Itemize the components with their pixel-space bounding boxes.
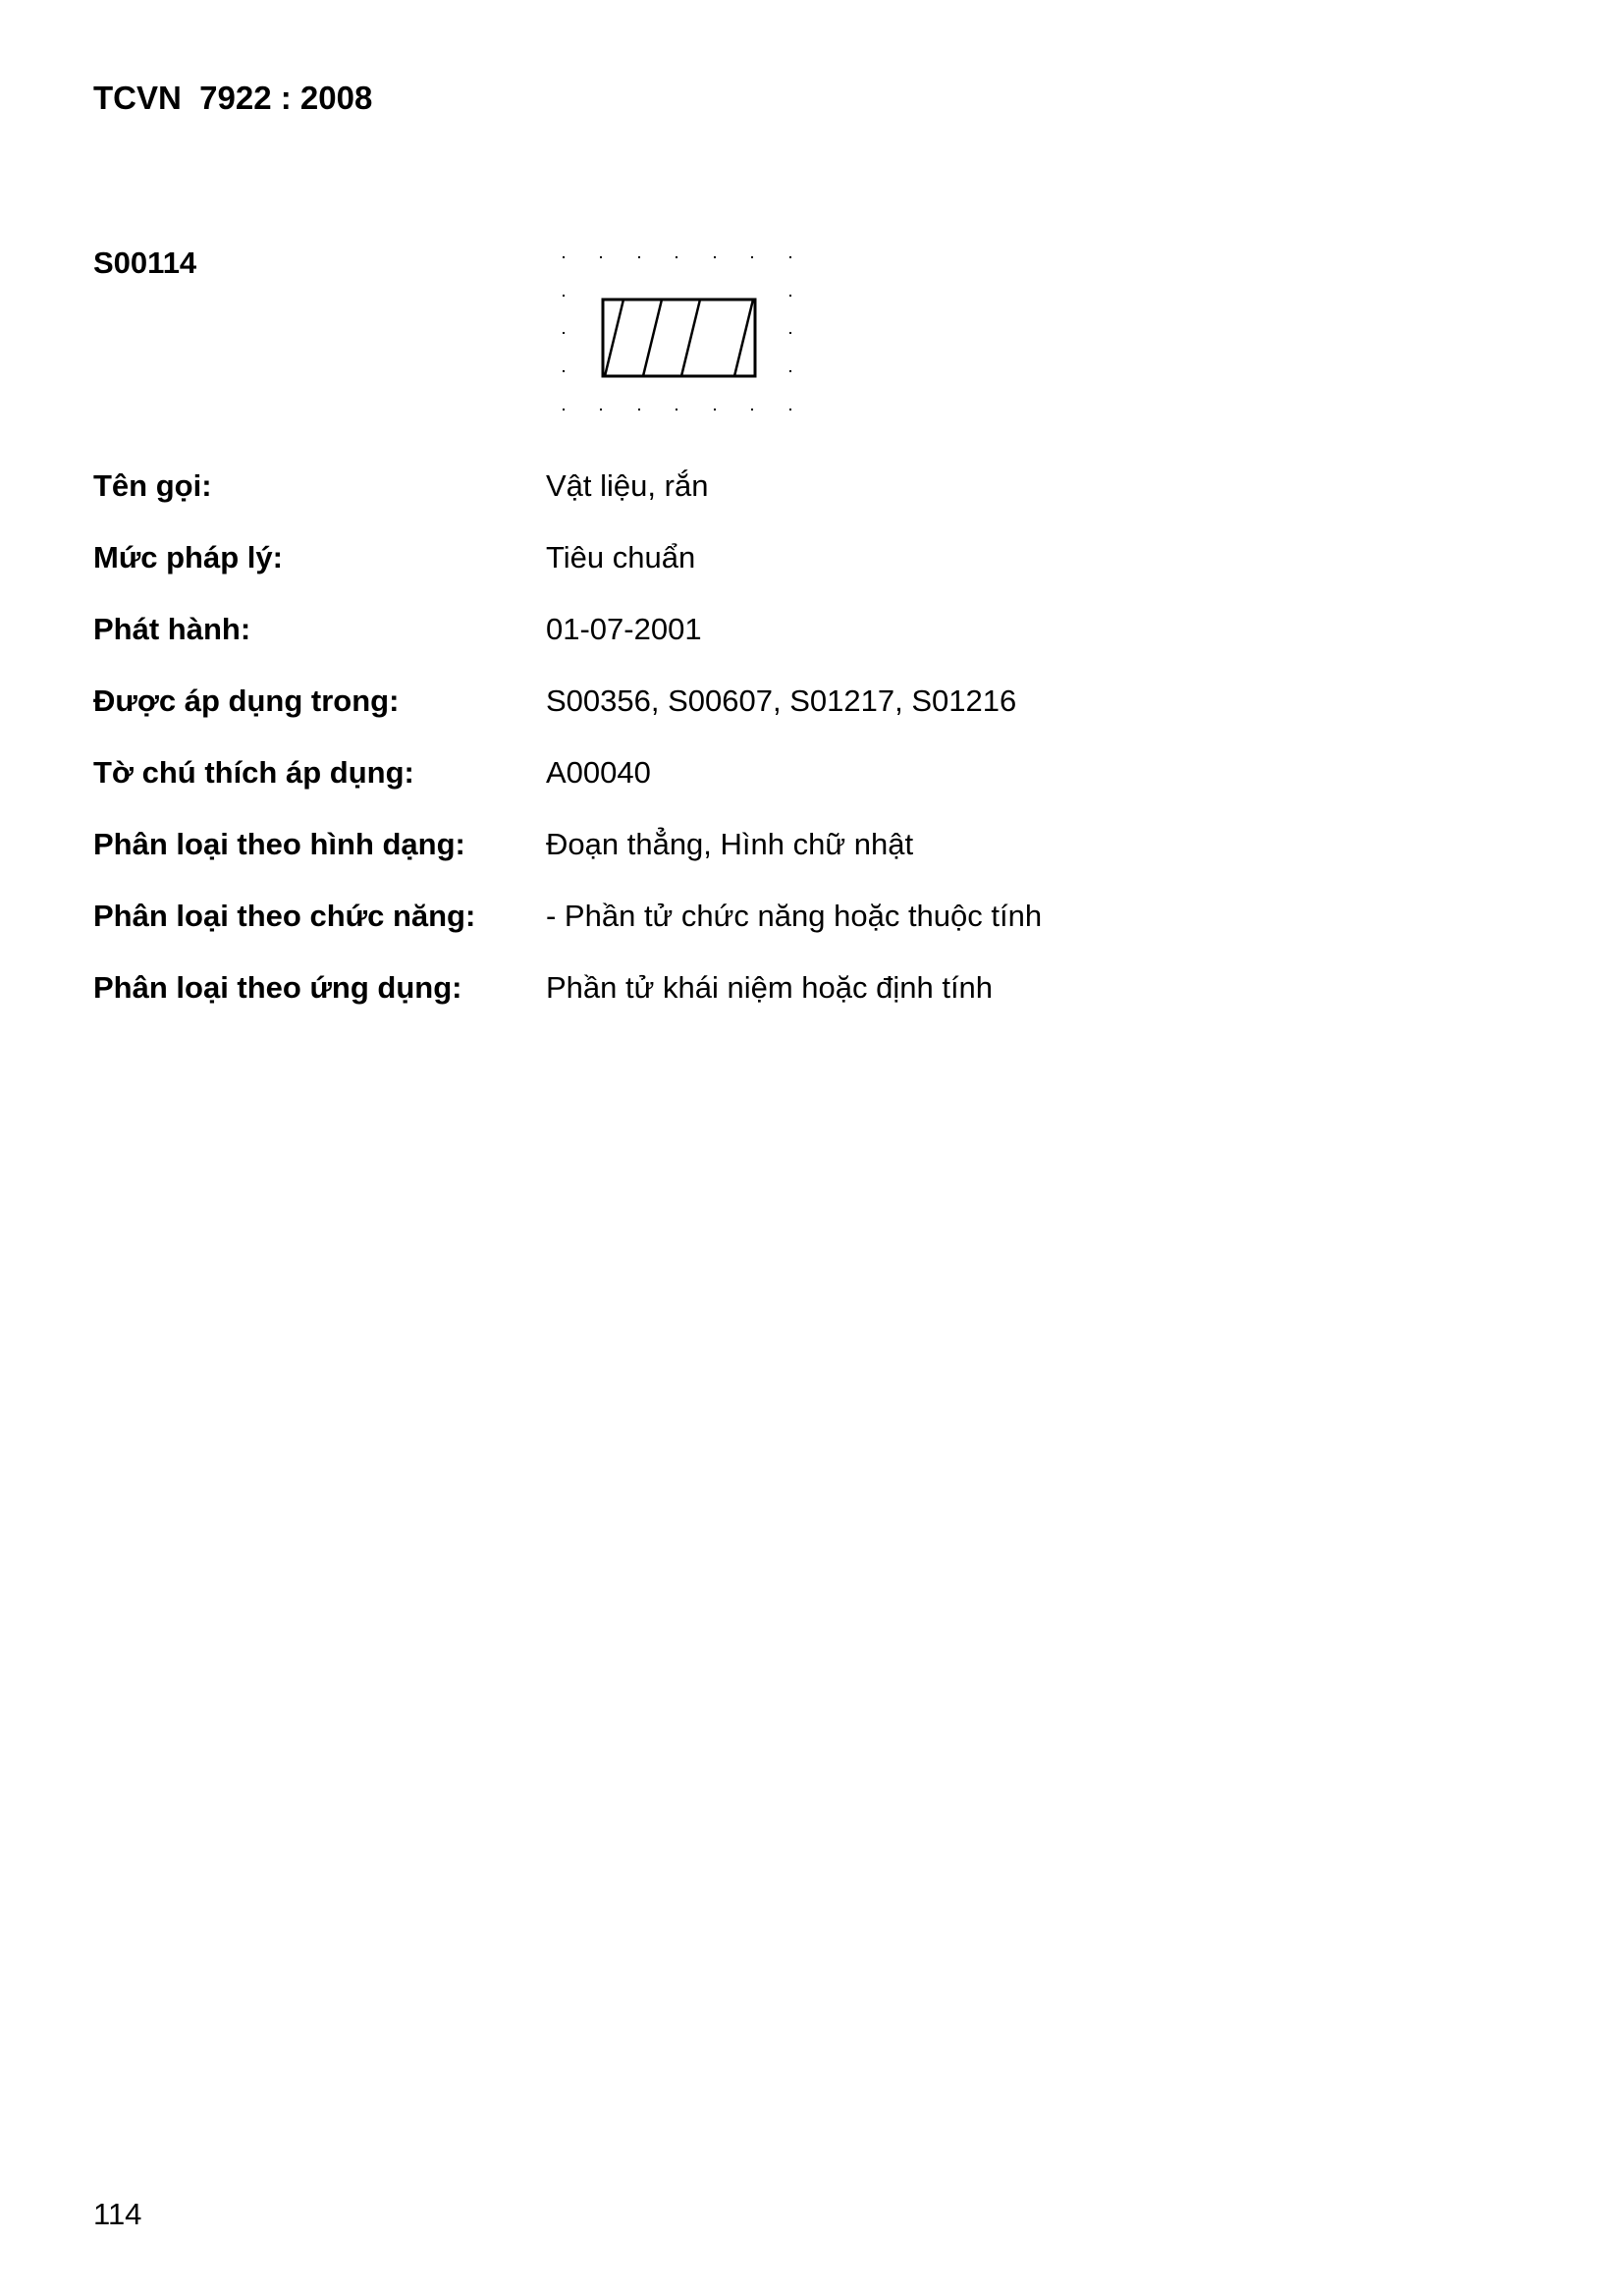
field-row-name [93, 466, 1468, 538]
field-row-applied-in [93, 682, 1468, 753]
field-label: Phát hành: [93, 612, 251, 646]
hatch-lines [605, 300, 753, 376]
field-row-application-class [93, 968, 1468, 1040]
grid-dots [563, 256, 791, 410]
field-row-shape-class [93, 825, 1468, 897]
field-label: Tờ chú thích áp dụng: [93, 755, 414, 790]
rectangle-outline [603, 300, 755, 376]
field-row-release [93, 610, 1468, 682]
document-code: TCVN 7922 : 2008 [93, 80, 373, 116]
field-value: S00356, S00607, S01217, S01216 [546, 683, 1017, 718]
field-value: Phần tử khái niệm hoặc định tính [546, 970, 994, 1005]
field-label: Được áp dụng trong: [93, 683, 400, 718]
field-label: Tên gọi: [93, 468, 212, 503]
field-value: - Phần tử chức năng hoặc thuộc tính [546, 899, 1043, 933]
solid-material-symbol [545, 244, 820, 430]
field-value: Đoạn thẳng, Hình chữ nhật [546, 827, 914, 861]
field-row-function-class [93, 897, 1468, 968]
page-number: 114 [93, 2197, 142, 2231]
attribute-list [93, 466, 1468, 1040]
field-label: Mức pháp lý: [93, 540, 283, 574]
symbol-id: S00114 [93, 246, 197, 280]
field-value: 01-07-2001 [546, 612, 702, 646]
field-label: Phân loại theo chức năng: [93, 899, 476, 933]
field-row-annotation-sheet [93, 753, 1468, 825]
field-label: Phân loại theo ứng dụng: [93, 970, 462, 1005]
field-value: Tiêu chuẩn [546, 540, 696, 574]
field-value: A00040 [546, 755, 651, 790]
field-row-legal-level [93, 538, 1468, 610]
field-label: Phân loại theo hình dạng: [93, 827, 465, 861]
field-value: Vật liệu, rắn [546, 468, 709, 503]
